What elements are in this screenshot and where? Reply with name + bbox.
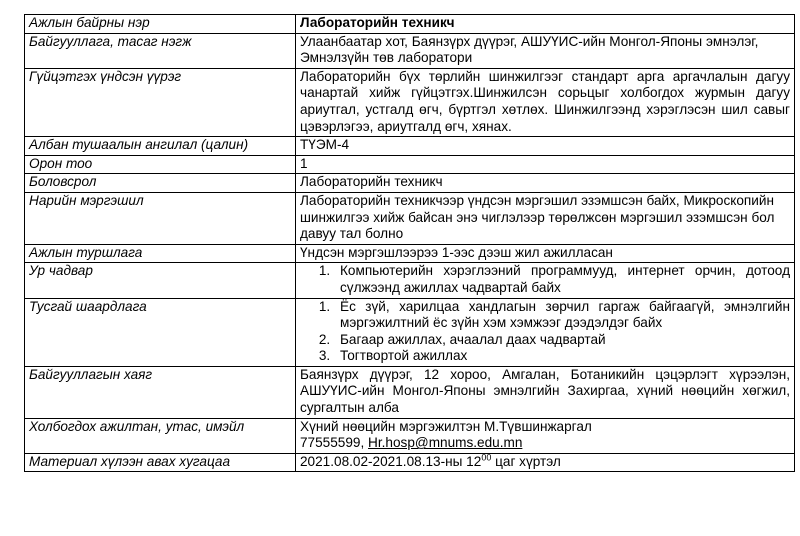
skills-value bbox=[296, 263, 795, 298]
skills-list bbox=[300, 263, 790, 296]
deadline-value bbox=[296, 453, 795, 472]
list-item: 1. Компьютерийн хэрэглээний программууд, интернет орчин, дотоод сүлжээнд ажиллах чадвартай байх bbox=[334, 263, 790, 296]
table-row bbox=[25, 453, 795, 472]
main-duty-value: Лабораторийн бүх төрлийн шинжилгээг стандарт арга аргачлалын дагуу чанартай хийж гүйцэтгэх.Шинжилсэн сорьцыг холбогдох журмын дагуу ариутгал, устгалд өгч, бүртгэл хөтлөх. Шинжилгээнд хэрэглэсэн шил савыг цэвэрлэгээ, ариутгалд өгч, хянах. bbox=[296, 68, 795, 136]
table-row bbox=[25, 244, 795, 263]
list-item: 3. Тогтвортой ажиллах bbox=[334, 348, 790, 365]
contact-email-link[interactable]: Hr.hosp@mnums.edu.mn bbox=[368, 435, 523, 451]
address-value: Баянзүрх дүүрэг, 12 хороо, Амгалан, Ботаникийн цэцэрлэгт хүрээлэн, АШУҮИС-ийн Монгол-Японы эмнэлгийн Захиргаа, хүний нөөцийн хөгжил, сургалтын алба bbox=[296, 366, 795, 418]
contact-person: Хүний нөөцийн мэргэжилтэн М.Түвшинжаргал bbox=[300, 418, 592, 434]
organization-label: Байгууллага, тасаг нэгж bbox=[25, 33, 296, 68]
deadline-dates: 2021.08.02-2021.08.13-ны 12 bbox=[300, 453, 482, 469]
deadline-label: Материал хүлээн авах хугацаа bbox=[25, 453, 296, 472]
special-requirements-list bbox=[300, 299, 790, 365]
table-row bbox=[25, 174, 795, 193]
table-row bbox=[25, 33, 795, 68]
main-duty-label: Гүйцэтгэх үндсэн үүрэг bbox=[25, 68, 296, 136]
table-row bbox=[25, 15, 795, 34]
special-requirements-label: Тусгай шаардлага bbox=[25, 298, 296, 366]
education-value: Лабораторийн техникч bbox=[296, 174, 795, 193]
seats-value: 1 bbox=[296, 155, 795, 174]
contact-label: Холбогдох ажилтан, утас, имэйл bbox=[25, 418, 296, 453]
experience-label: Ажлын туршлага bbox=[25, 244, 296, 263]
education-label: Боловсрол bbox=[25, 174, 296, 193]
table-row bbox=[25, 192, 795, 244]
deadline-minutes: 00 bbox=[481, 452, 492, 463]
list-item: 2. Багаар ажиллах, ачаалал даах чадвартай bbox=[334, 332, 790, 349]
specialty-label: Нарийн мэргэшил bbox=[25, 192, 296, 244]
contact-phone: 77555599, bbox=[300, 435, 369, 451]
list-item: 1. Ёс зүй, харилцаа хандлагын зөрчил гаргаж байгаагүй, эмнэлгийн мэргэжилтний ёс зүйн хэм хэмжээг дээдэлдэг байх bbox=[334, 299, 790, 332]
table-row bbox=[25, 263, 795, 298]
organization-value: Улаанбаатар хот, Баянзүрх дүүрэг, АШУҮИС-ийн Монгол-Японы эмнэлэг, Эмнэлзүйн төв лаборатори bbox=[296, 33, 795, 68]
table-row bbox=[25, 155, 795, 174]
experience-value: Үндсэн мэргэшлээрээ 1-ээс дээш жил ажилласан bbox=[296, 244, 795, 263]
address-label: Байгууллагын хаяг bbox=[25, 366, 296, 418]
contact-phone-email bbox=[300, 435, 790, 452]
grade-label: Албан тушаалын ангилал (цалин) bbox=[25, 137, 296, 156]
contact-value bbox=[296, 418, 795, 453]
table-row bbox=[25, 418, 795, 453]
table-row bbox=[25, 137, 795, 156]
table-row bbox=[25, 68, 795, 136]
skills-label: Ур чадвар bbox=[25, 263, 296, 298]
grade-value: ТҮЭМ-4 bbox=[296, 137, 795, 156]
position-name-value: Лабораторийн техникч bbox=[296, 15, 795, 34]
position-name-label: Ажлын байрны нэр bbox=[25, 15, 296, 34]
specialty-value: Лабораторийн техникчээр үндсэн мэргэшил эзэмшсэн байх, Микроскопийн шинжилгээ хийж байсан энэ чиглэлээр төрөлжсөн мэргэшил эзэмшсэн бол давуу тал болно bbox=[296, 192, 795, 244]
seats-label: Орон тоо bbox=[25, 155, 296, 174]
job-posting-table bbox=[24, 14, 795, 472]
special-requirements-value bbox=[296, 298, 795, 366]
deadline-suffix: цаг хүртэл bbox=[491, 453, 561, 469]
table-row bbox=[25, 298, 795, 366]
table-row bbox=[25, 366, 795, 418]
